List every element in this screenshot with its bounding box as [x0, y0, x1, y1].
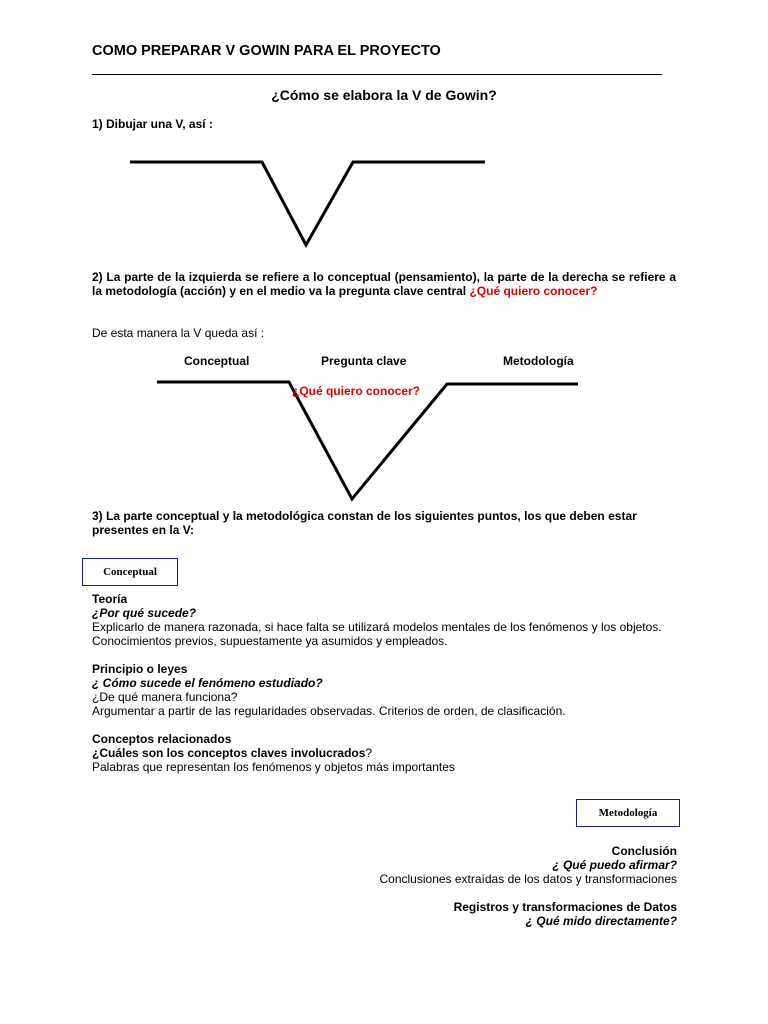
document-title: COMO PREPARAR V GOWIN PARA EL PROYECTO: [92, 43, 441, 59]
teoria-section: [92, 592, 692, 648]
principio-question: ¿ Cómo sucede el fenómeno estudiado?: [92, 676, 323, 690]
step-1-label: 1) Dibujar una V, así :: [92, 117, 213, 131]
step-3-paragraph: 3) La parte conceptual y la metodológica constan de los siguientes puntos, los que deben estar presentes en la V:: [92, 509, 637, 537]
conceptos-heading: Conceptos relacionados: [92, 732, 232, 746]
principio-question-2: ¿De qué manera funciona?: [92, 690, 238, 704]
conclusion-question: ¿ Qué puedo afirmar?: [552, 858, 677, 872]
step-2-paragraph: 2) La parte de la izquierda se refiere a lo conceptual (pensamiento), la parte de la derecha se refiere a la metodología (acción) y en el medio va la pregunta clave central ¿Qué quiero conocer?: [92, 270, 676, 298]
v-intro-text: De esta manera la V queda así :: [92, 326, 265, 340]
conceptos-question-mark: ?: [365, 746, 373, 760]
v-label-conceptual: Conceptual: [184, 354, 250, 368]
principio-body: Argumentar a partir de las regularidades observadas. Criterios de orden, de clasificación.: [92, 704, 566, 718]
conceptual-box: Conceptual: [82, 558, 178, 586]
v-shape-labeled: [157, 382, 578, 499]
principio-section: [92, 662, 692, 718]
conclusion-body: Conclusiones extraídas de los datos y transformaciones: [379, 872, 677, 886]
v-label-metodologia: Metodología: [503, 354, 574, 368]
section-subtitle: ¿Cómo se elabora la V de Gowin?: [271, 87, 497, 103]
registros-heading: Registros y transformaciones de Datos: [453, 900, 677, 914]
registros-section: [300, 900, 677, 928]
teoria-question: ¿Por qué sucede?: [92, 606, 197, 620]
v-center-question: ¿Qué quiero conocer?: [292, 384, 421, 398]
conclusion-heading: Conclusión: [611, 844, 677, 858]
metodologia-box: Metodología: [576, 799, 680, 827]
v-shape-simple: [130, 162, 485, 245]
teoria-heading: Teoría: [92, 592, 128, 606]
teoria-body: Explicarlo de manera razonada, si hace falta se utilizará modelos mentales de los fenómenos y los objetos. Conocimientos previos, supuestamente ya asumidos y empleados.: [92, 620, 662, 648]
step-2-question: ¿Qué quiero conocer?: [469, 284, 598, 298]
conceptos-body: Palabras que representan los fenómenos y objetos más importantes: [92, 760, 455, 774]
principio-heading: Principio o leyes: [92, 662, 188, 676]
registros-question: ¿ Qué mido directamente?: [525, 914, 677, 928]
conclusion-section: [300, 844, 677, 886]
conceptos-section: [92, 732, 692, 774]
v-label-pregunta: Pregunta clave: [321, 354, 407, 368]
conceptos-question: ¿Cuáles son los conceptos claves involucrados: [92, 746, 366, 760]
